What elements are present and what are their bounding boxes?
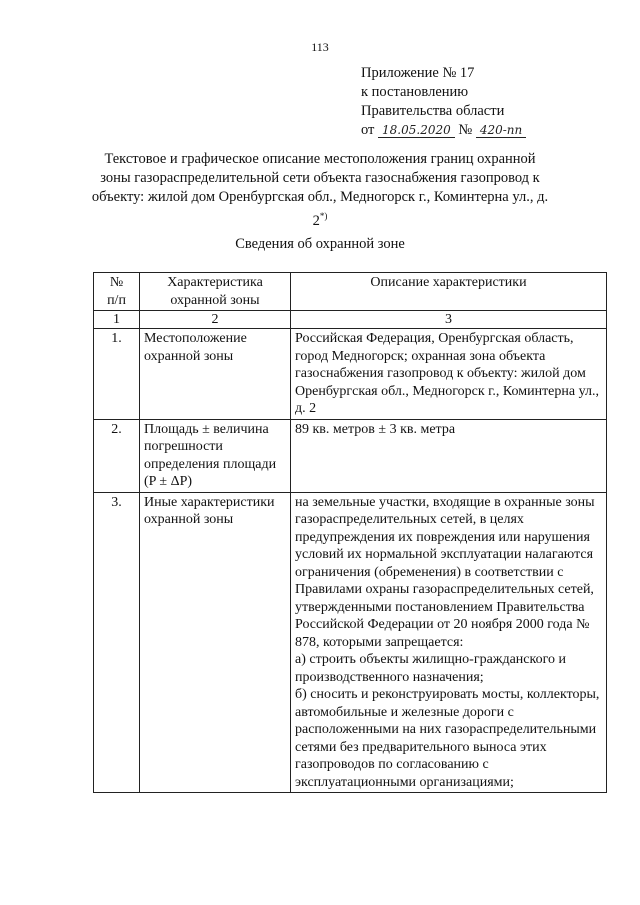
section-subtitle: Сведения об охранной зоне xyxy=(235,236,405,252)
col-num-3: 3 xyxy=(291,311,607,329)
table-header-row xyxy=(94,273,607,311)
document-title xyxy=(90,150,550,231)
header-number: № п/п xyxy=(94,273,140,311)
date-prefix: от xyxy=(361,122,375,138)
row-characteristic: Площадь ± величина погрешности определения площади (P ± ΔP) xyxy=(140,419,291,492)
row-number: 3. xyxy=(94,492,140,793)
zone-info-table xyxy=(93,272,607,793)
appendix-line-3: Правительства области xyxy=(361,103,505,119)
header-characteristic: Характеристика охранной зоны xyxy=(140,273,291,311)
col-num-1: 1 xyxy=(94,311,140,329)
appendix-header xyxy=(361,64,526,140)
appendix-line-2: к постановлению xyxy=(361,84,469,100)
row-number: 1. xyxy=(94,329,140,420)
appendix-date-line xyxy=(361,121,526,140)
row-description: 89 кв. метров ± 3 кв. метра xyxy=(291,419,607,492)
handwritten-date: 18.05.2020 xyxy=(378,123,455,138)
row-number: 2. xyxy=(94,419,140,492)
header-description: Описание характеристики xyxy=(291,273,607,311)
title-footnote-mark: *) xyxy=(319,211,328,221)
number-sign: № xyxy=(458,122,473,138)
page-number: 113 xyxy=(311,40,329,54)
column-number-row xyxy=(94,311,607,329)
row-description: на земельные участки, входящие в охранные зоны газораспределительных сетей, в целях предупреждения их повреждения или нарушения условий их нормальной эксплуатации налагаются ограничения (обременения) в соответствии с Правилами охраны газораспределительных сетей, утвержденными постановлением Правительства Российской Федерации от 20 ноября 2000 года № 878, которыми запрещается: а) строить объекты жилищно-гражданского и производственного назначения; б) сносить и реконструировать мосты, коллекторы, автомобильные и железные дороги с расположенными на них газораспределительными сетями без предварительного выноса этих газопроводов по согласованию с эксплуатационными организациями; xyxy=(291,492,607,793)
table-row xyxy=(94,329,607,420)
appendix-line-1: Приложение № 17 xyxy=(361,65,475,81)
table-row xyxy=(94,492,607,793)
row-description: Российская Федерация, Оренбургская область, город Медногорск; охранная зона объекта газоснабжения газопровод к объекту: жилой дом Оренбургская обл., Медногорск г., Коминтерна ул., д. 2 xyxy=(291,329,607,420)
table-row xyxy=(94,419,607,492)
title-text: Текстовое и графическое описание местоположения границ охранной зоны газораспределительной сети объекта газоснабжения газопровод к объекту: жилой дом Оренбургская обл., Медногорск г., Коминтерна ул., д. 2 xyxy=(91,151,549,229)
handwritten-number: 420-пп xyxy=(476,123,526,138)
col-num-2: 2 xyxy=(140,311,291,329)
row-characteristic: Местоположение охранной зоны xyxy=(140,329,291,420)
row-characteristic: Иные характеристики охранной зоны xyxy=(140,492,291,793)
